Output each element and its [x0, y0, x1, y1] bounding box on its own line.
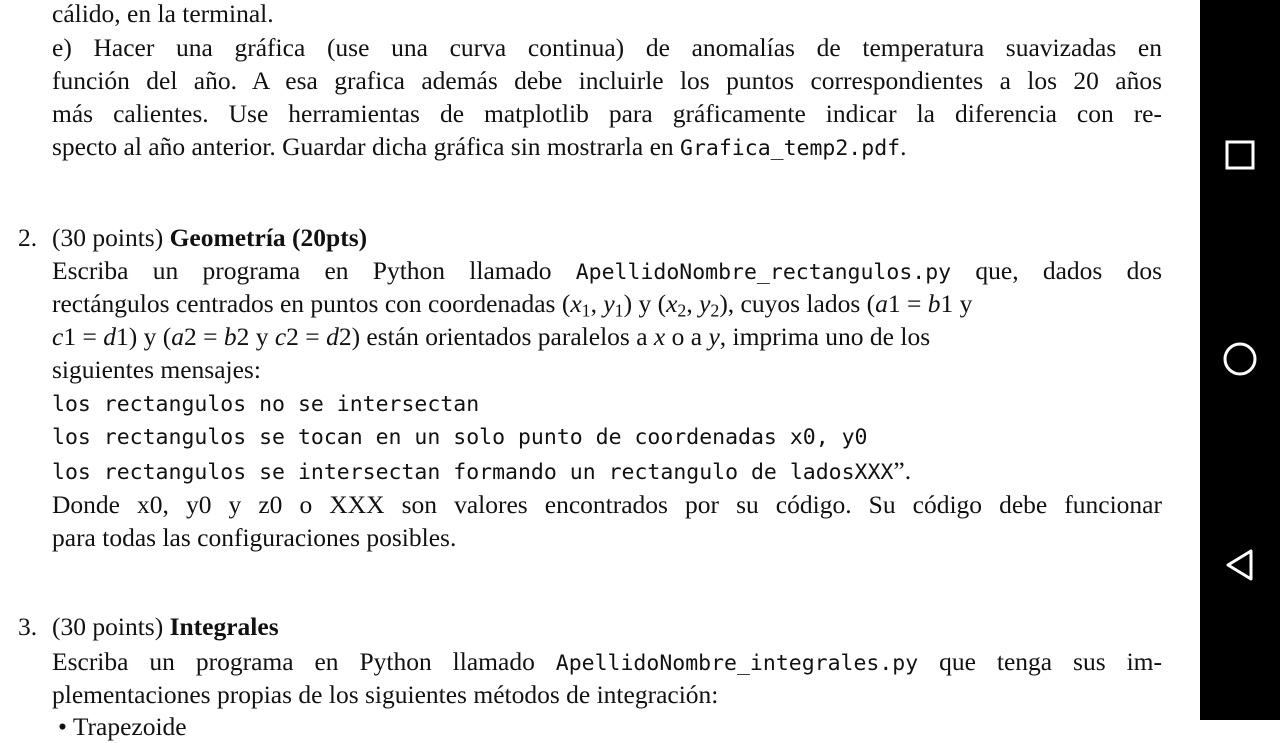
code-line: los rectangulos se intersectan formando un rectangulo de ladosXXX”. [52, 456, 912, 485]
problem-title: Integrales [169, 612, 279, 641]
filename-code: ApellidoNombre_integrales.py [555, 651, 919, 676]
filename-code: ApellidoNombre_rectangulos.py [575, 260, 952, 285]
text-line: cálido, en la terminal. [52, 0, 274, 28]
triangle-back-icon [1223, 548, 1257, 582]
text-line: c1 = d1) y (a2 = b2 y c2 = d2) están orientados paralelos a x o a y, imprima uno de los [52, 322, 931, 351]
text-line: siguientes mensajes: [52, 355, 261, 384]
text-line: rectángulos centrados en puntos con coordenadas ($x_1$, $y_1$) y ($x_2$, $y_2$), cuyos lados (a1 = b1 y [52, 289, 973, 321]
problem-heading: (30 points) Geometría (20pts) [52, 223, 368, 252]
text-line: más calientes. Use herramientas de matplotlib para gráficamente indicar la diferencia con re- [52, 99, 1162, 128]
text-line: specto al año anterior. Guardar dicha gráfica sin mostrarla en Grafica_temp2.pdf. [52, 132, 907, 161]
square-icon [1224, 139, 1256, 171]
text-line: plementaciones propias de los siguientes métodos de integración: [52, 680, 719, 709]
home-button[interactable] [1215, 334, 1265, 384]
problem-number: 2. [18, 223, 38, 252]
text-line: para todas las configuraciones posibles. [52, 523, 457, 552]
code-line: los rectangulos se tocan en un solo punto de coordenadas x0, y0 [52, 425, 868, 450]
text-line: e) Hacer una gráfica (use una curva continua) de anomalías de temperatura suavizadas en [52, 33, 1162, 62]
list-item: • Trapezoide [58, 712, 187, 741]
filename-code: Grafica_temp2.pdf [680, 136, 901, 161]
code-line: los rectangulos no se intersectan [52, 392, 480, 417]
problem-number: 3. [18, 612, 38, 641]
text-line: Escriba un programa en Python llamado ApellidoNombre_rectangulos.py que, dados dos [52, 256, 1163, 285]
navigation-bar [1200, 0, 1280, 720]
text-line: Donde x0, y0 y z0 o XXX son valores encontrados por su código. Su código debe funcionar [52, 490, 1162, 519]
circle-icon [1222, 341, 1258, 377]
back-button[interactable] [1215, 540, 1265, 590]
text-line: Escriba un programa en Python llamado ApellidoNombre_integrales.py que tenga sus im- [52, 647, 1162, 676]
problem-heading: (30 points) Integrales [52, 612, 279, 641]
text-line: función del año. A esa grafica además debe incluirle los puntos correspondientes a los 20 años [52, 66, 1162, 95]
problem-title: Geometría (20pts) [169, 223, 368, 252]
recents-button[interactable] [1215, 130, 1265, 180]
